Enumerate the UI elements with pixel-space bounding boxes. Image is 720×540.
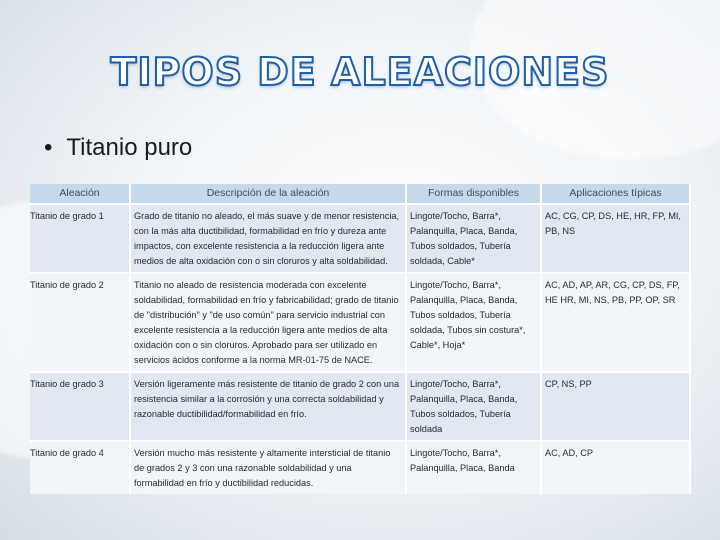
bullet-glyph: • bbox=[44, 134, 53, 161]
alloy-name: Titanio de grado 2 bbox=[30, 273, 130, 372]
column-header-alloy: Aleación bbox=[30, 184, 130, 204]
table-row bbox=[30, 372, 690, 441]
table-row bbox=[30, 441, 690, 494]
alloy-description: Versión ligeramente más resistente de titanio de grado 2 con una resistencia similar a la corrosión y una correcta soldabilidad y razonable ductibilidad/formabilidad en frío. bbox=[130, 372, 406, 441]
table-row bbox=[30, 204, 690, 273]
bullet-item bbox=[44, 134, 192, 162]
bullet-text: Titanio puro bbox=[66, 134, 193, 161]
table-row bbox=[30, 273, 690, 372]
alloy-description: Grado de titanio no aleado, el más suave y de menor resistencia, con la más alta ductibilidad, formabilidad en frío y dureza ante impactos, con excelente resistencia a la reducción ligera ante medios de alta oxidación con o sin cloruros y alta soldabilidad. bbox=[130, 204, 406, 273]
column-header-description: Descripción de la aleación bbox=[130, 184, 406, 204]
table-header-row bbox=[30, 184, 690, 204]
alloy-forms: Lingote/Tocho, Barra*, Palanquilla, Placa, Banda, Tubos soldados, Tubería soldada, Cable* bbox=[406, 204, 541, 273]
alloy-name: Titanio de grado 1 bbox=[30, 204, 130, 273]
alloy-name: Titanio de grado 4 bbox=[30, 441, 130, 494]
alloy-forms: Lingote/Tocho, Barra*, Palanquilla, Placa, Banda, Tubos soldados, Tubería soldada bbox=[406, 372, 541, 441]
alloy-forms: Lingote/Tocho, Barra*, Palanquilla, Placa, Banda bbox=[406, 441, 541, 494]
alloy-description: Titanio no aleado de resistencia moderada con excelente soldabilidad, formabilidad en frío y fabricabilidad; grado de titanio de "distribución" y "de uso común" para servicio industrial con excelente resistencia a la reducción ligera ante medios de alta oxidación con o sin cloruros. Aprobado para ser utilizado en servicios ácidos conforme a la norma MR-01-75 de NACE. bbox=[130, 273, 406, 372]
alloy-applications: AC, CG, CP, DS, HE, HR, FP, MI, PB, NS bbox=[541, 204, 690, 273]
alloy-applications: CP, NS, PP bbox=[541, 372, 690, 441]
alloy-description: Versión mucho más resistente y altamente intersticial de titanio de grados 2 y 3 con una razonable soldabilidad y una formabilidad en frío y ductibilidad reducidas. bbox=[130, 441, 406, 494]
alloy-applications: AC, AD, CP bbox=[541, 441, 690, 494]
alloy-forms: Lingote/Tocho, Barra*, Palanquilla, Placa, Banda, Tubos soldados, Tubería soldada, Tubos sin costura*, Cable*, Hoja* bbox=[406, 273, 541, 372]
column-header-applications: Aplicaciones típicas bbox=[541, 184, 690, 204]
alloy-applications: AC, AD, AP, AR, CG, CP, DS, FP, HE HR, MI, NS, PB, PP, OP, SR bbox=[541, 273, 690, 372]
alloy-name: Titanio de grado 3 bbox=[30, 372, 130, 441]
column-header-forms: Formas disponibles bbox=[406, 184, 541, 204]
slide-title: TIPOS DE ALEACIONES bbox=[110, 50, 610, 94]
alloys-table bbox=[30, 184, 691, 494]
